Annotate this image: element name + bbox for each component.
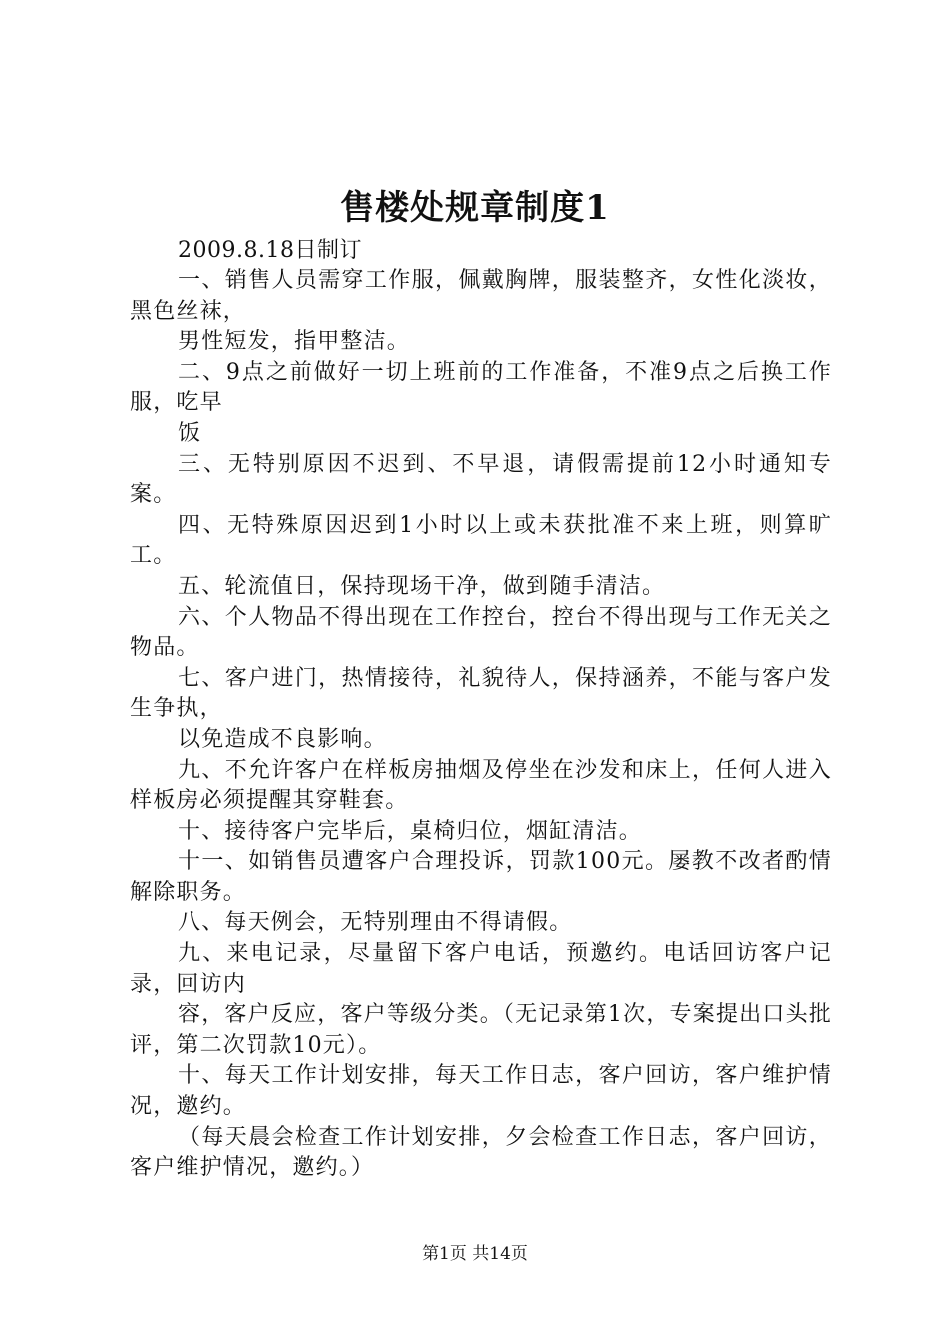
- paragraph: 一、销售人员需穿工作服，佩戴胸牌，服装整齐，女性化淡妆，黑色丝袜，: [130, 268, 832, 324]
- paragraph: 饭: [178, 420, 202, 446]
- paragraph: 十一、如销售员遭客户合理投诉，罚款100元。屡教不改者酌情解除职务。: [130, 849, 832, 905]
- paragraph: 十、每天工作计划安排，每天工作日志，客户回访，客户维护情况，邀约。: [130, 1063, 832, 1120]
- paragraph: 男性短发，指甲整洁。: [178, 329, 411, 355]
- paragraph: 六、个人物品不得出现在工作控台，控台不得出现与工作无关之物品。: [130, 604, 832, 661]
- document-body: [130, 266, 832, 1184]
- paragraph: 容，客户反应，客户等级分类。（无记录第1次，专案提出口头批评，第二次罚款10元）。: [130, 1002, 832, 1058]
- paragraph: 八、每天例会，无特别理由不得请假。: [178, 910, 573, 936]
- paragraph: 九、不允许客户在样板房抽烟及停坐在沙发和床上，任何人进入样板房必须提醒其穿鞋套。: [130, 757, 832, 814]
- paragraph: 十、接待客户完毕后，桌椅归位，烟缸清洁。: [178, 818, 643, 844]
- paragraph: 七、客户进门，热情接待，礼貌待人，保持涵养，不能与客户发生争执，: [130, 665, 832, 722]
- paragraph: （每天晨会检查工作计划安排，夕会检查工作日志，客户回访，客户维护情况，邀约。）: [130, 1124, 832, 1181]
- date-line: 2009.8.18日制订: [178, 238, 362, 263]
- paragraph: 五、轮流值日，保持现场干净，做到随手清洁。: [178, 573, 666, 599]
- document-title: 售楼处规章制度1: [340, 188, 610, 228]
- paragraph: 九、来电记录，尽量留下客户电话，预邀约。电话回访客户记录，回访内: [130, 941, 832, 997]
- page-footer: 第1页 共14页: [422, 1244, 528, 1264]
- paragraph: 三、无特别原因不迟到、不早退，请假需提前12小时通知专案。: [130, 451, 832, 508]
- paragraph: 二、9点之前做好一切上班前的工作准备，不准9点之后换工作服，吃早: [130, 359, 832, 416]
- paragraph: 以免造成不良影响。: [178, 726, 387, 752]
- paragraph: 四、无特殊原因迟到1小时以上或未获批准不来上班，则算旷工。: [130, 512, 832, 569]
